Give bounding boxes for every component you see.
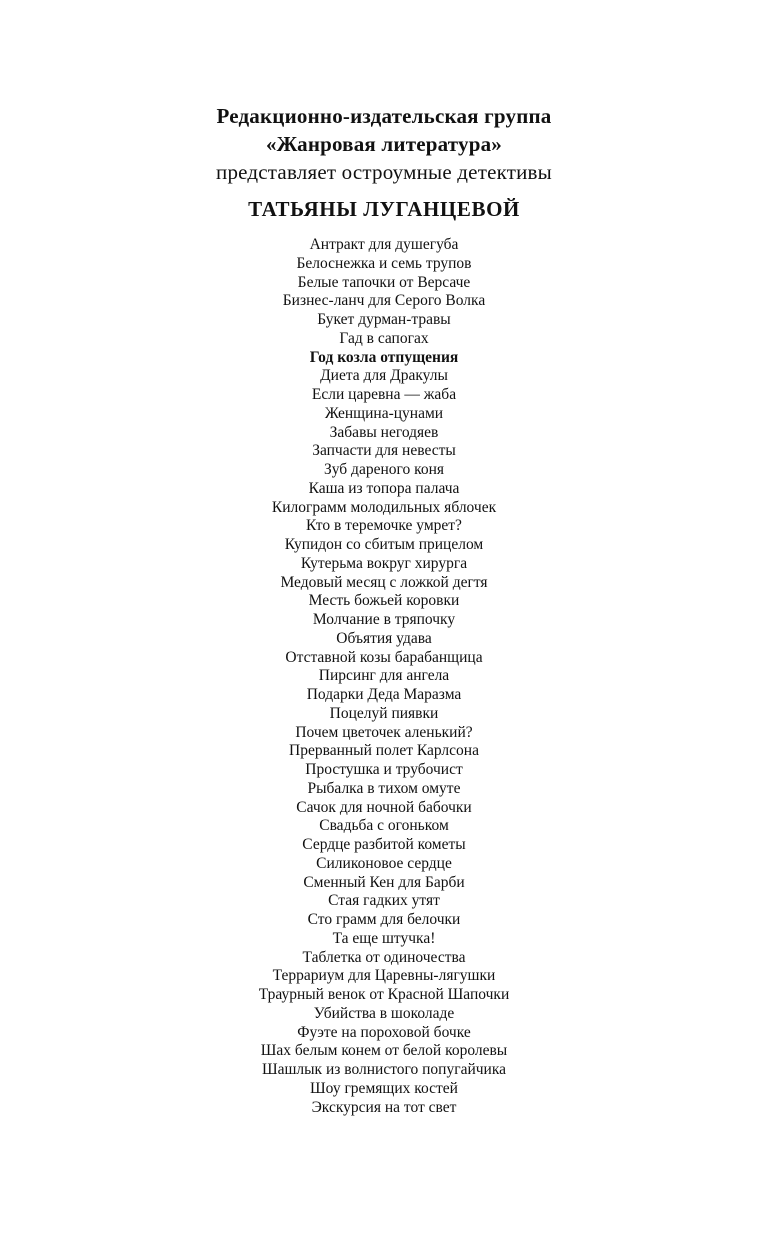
book-title-item: Почем цветочек аленький? (295, 723, 473, 741)
book-title-item: Простушка и трубочист (305, 761, 463, 778)
book-title-item: Если царевна — жаба (311, 386, 457, 403)
book-title-item: Каша из топора палача (308, 479, 460, 497)
book-title-item: Прерванный полет Карлсона (289, 742, 479, 760)
book-title-item: Свадьба с огоньком (319, 817, 449, 835)
publisher-name-line1: Редакционно-издательская группа (216, 104, 552, 128)
book-title-item: Стая гадких утят (328, 892, 440, 910)
book-title-item: Объятия удава (336, 629, 432, 647)
book-title-item: Сердце разбитой кометы (302, 836, 466, 853)
book-title-item: Молчание в тряпочку (312, 611, 456, 628)
book-title-item: Белые тапочки от Версаче (297, 273, 471, 291)
book-title-item: Отставной козы барабанщица (285, 648, 483, 666)
book-titles-list (0, 236, 768, 1117)
book-title-item: Сачок для ночной бабочки (296, 798, 472, 816)
book-title-item: Сто грамм для белочки (307, 911, 461, 928)
book-title-item: Шашлык из волнистого попугайчика (261, 1061, 507, 1078)
book-title-item: Бизнес-ланч для Серого Волка (282, 292, 486, 310)
book-title-item: Антракт для душегуба (309, 236, 459, 253)
book-title-item: Пирсинг для ангела (318, 667, 450, 685)
book-title-item: Зуб дареного коня (323, 461, 445, 478)
book-title-item: Фуэте на пороховой бочке (297, 1023, 471, 1041)
page-header (0, 102, 768, 244)
book-title-item: Кто в теремочке умрет? (306, 517, 462, 535)
book-title-item: Та еще штучка! (332, 929, 436, 947)
book-title-item: Экскурсия на тот свет (311, 1098, 457, 1116)
presents-line: представляет остроумные детективы (216, 160, 552, 184)
book-title-item: Силиконовое сердце (316, 854, 452, 872)
book-title-item: Медовый месяц с ложкой дегтя (280, 573, 488, 591)
book-title-item: Убийства в шоколаде (313, 1004, 455, 1022)
publisher-name-line2: «Жанровая литература» (265, 132, 503, 156)
book-title-item: Букет дурман-травы (317, 311, 451, 328)
book-title-item: Диета для Дракулы (320, 367, 448, 385)
book-title-item: Подарки Деда Маразма (306, 686, 462, 703)
book-title-item: Гад в сапогах (339, 329, 429, 347)
book-title-item: Шоу гремящих костей (310, 1079, 458, 1097)
book-title-item: Забавы негодяев (329, 423, 439, 441)
book-title-item: Купидон со сбитым прицелом (284, 536, 484, 553)
book-title-item: Кутерьма вокруг хирурга (300, 554, 468, 572)
author-name: ТАТЬЯНЫ ЛУГАНЦЕВОЙ (248, 197, 520, 221)
book-title-item: Траурный венок от Красной Шапочки (258, 986, 510, 1003)
book-title-item: Поцелуй пиявки (329, 704, 439, 722)
book-title-item: Белоснежка и семь трупов (296, 254, 472, 272)
book-title-item: Шах белым конем от белой королевы (260, 1042, 508, 1060)
book-title-item: Таблетка от одиночества (302, 948, 466, 966)
book-title-item: Месть божьей коровки (308, 592, 460, 610)
book-title-item: Килограмм молодильных яблочек (271, 498, 497, 516)
book-title-item: Запчасти для невесты (312, 442, 456, 460)
book-title-item: Рыбалка в тихом омуте (307, 779, 461, 797)
book-title-item: Террариум для Царевны-лягушки (272, 967, 496, 985)
book-title-item: Год козла отпущения (309, 348, 459, 366)
book-title-item: Сменный Кен для Барби (303, 873, 465, 891)
book-title-item: Женщина-цунами (324, 404, 444, 422)
